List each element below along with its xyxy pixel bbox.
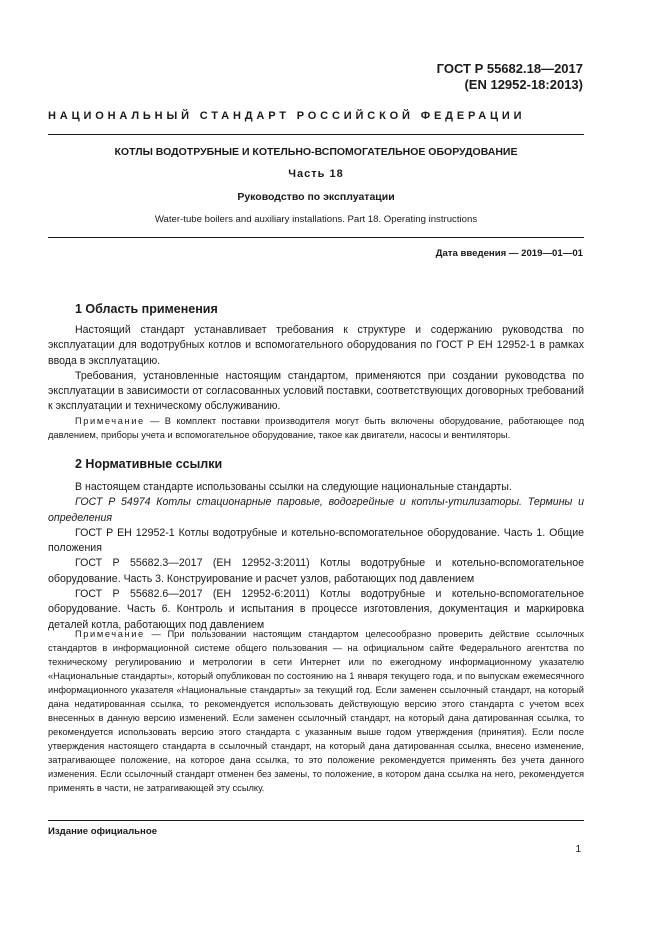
section-1-heading: 1 Область применения — [75, 302, 218, 316]
note-text: — В комплект поставки производителя могут быть включены оборудование, работающее под давлением, приборы учета и вспомогательное оборудование, такое как двигатели, насосы и вентиляторы. — [48, 416, 584, 440]
note-text: — При пользовании настоящим стандартом целесообразно проверить действие ссылочных стандартов в информационной системе общего пользования — на официальном сайте Федерального агентства по техническому регулированию и метрологии в сети Интернет или по ежегодному информационному указателю «Национальные стандарты», который опубликован по состоянию на 1 января текущего года, и по выпускам ежемесячного информационного указателя «Национальные стандарты» за текущий год. Если заменен ссылочный стандарт, на который дана недатированная ссылка, то рекомендуется использовать действующую версию этого стандарта с учетом всех внесенных в данную версию изменений. Если заменен ссылочный стандарт, на который дана датированная ссылка, то рекомендуется использовать версию этого стандарта с указанным выше годом утверждения (принятия). Если после утверждения настоящего стандарта в ссылочный стандарт, на который дана датированная ссылка, внесено изменение, затрагивающее положение, на которое дана ссылка, то это положение рекомендуется применять без учета данного изменения. Если ссылочный стандарт отменен без замены, то положение, в котором дана ссылка на него, рекомендуется применять в части, не затрагивающей эту ссылку. — [48, 629, 584, 793]
note-label: Примечание — [75, 629, 145, 639]
footer-divider — [48, 820, 584, 821]
page-number: 1 — [575, 844, 581, 855]
section-1-paragraph-1: Настоящий стандарт устанавливает требования к структуре и содержанию руководства по эксплуатации для водотрубных котлов и вспомогательного оборудования по ГОСТ Р ЕН 12952-1 в рамках ввода в эксплуатацию. — [48, 324, 584, 367]
section-1-body — [48, 323, 584, 415]
english-title: Water-tube boilers and auxiliary installations. Part 18. Operating instructions — [154, 214, 478, 225]
header-divider — [48, 134, 584, 135]
reference-item: ГОСТ Р 54974 Котлы стационарные паровые, водогрейные и котлы-утилизаторы. Термины и определения — [48, 496, 584, 524]
reference-item: ГОСТ Р 55682.3—2017 (ЕН 12952-3:2011) Котлы водотрубные и котельно-вспомогательное оборудование. Часть 3. Конструирование и расчет узлов, работающих под давлением — [48, 557, 584, 585]
national-standard-heading: НАЦИОНАЛЬНЫЙ СТАНДАРТ РОССИЙСКОЙ ФЕДЕРАЦИИ — [48, 110, 526, 122]
gost-number: ГОСТ Р 55682.18—2017 — [436, 61, 583, 76]
section-2-note — [48, 627, 584, 795]
section-2-intro: В настоящем стандарте использованы ссылки на следующие национальные стандарты. — [75, 481, 512, 493]
edition-label: Издание официальное — [48, 826, 158, 837]
document-subtitle: Руководство по эксплуатации — [237, 191, 395, 203]
document-title: КОТЛЫ ВОДОТРУБНЫЕ И КОТЕЛЬНО-ВСПОМОГАТЕЛЬНОЕ ОБОРУДОВАНИЕ — [114, 146, 518, 158]
section-1-note — [48, 414, 584, 442]
section-2-heading: 2 Нормативные ссылки — [75, 457, 223, 471]
section-1-paragraph-2: Требования, установленные настоящим стандартом, применяются при создании руководства по эксплуатации в зависимости от согласованных условий поставки, соответствующих договорных требований к эксплуатации и техническому обслуживанию. — [48, 369, 584, 413]
section-2-body — [48, 480, 584, 633]
title-divider — [48, 237, 584, 238]
introduction-date: Дата введения — 2019—01—01 — [435, 248, 583, 259]
reference-item: ГОСТ Р ЕН 12952-1 Котлы водотрубные и котельно-вспомогательное оборудование. Часть 1. Общие положения — [48, 526, 584, 555]
en-number: (EN 12952-18:2013) — [464, 77, 583, 92]
part-number: Часть 18 — [288, 168, 344, 180]
gost-designation — [437, 61, 583, 93]
note-label: Примечание — [75, 416, 145, 426]
reference-item: ГОСТ Р 55682.6—2017 (ЕН 12952-6:2011) Котлы водотрубные и котельно-вспомогательное оборудование. Часть 6. Контроль и испытания в процессе изготовления, документация и маркировка деталей котла, работающих под давлением — [48, 588, 584, 631]
